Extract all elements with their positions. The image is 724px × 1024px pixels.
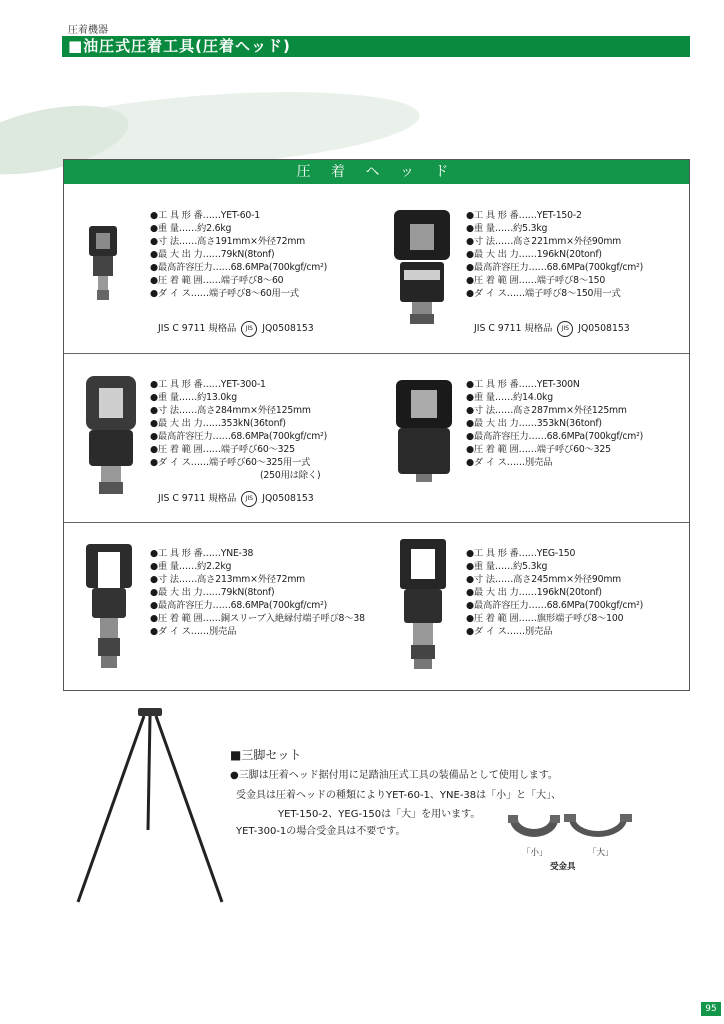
spec-row: ●圧 着 範 囲……端子呼び8〜60 [150, 275, 284, 286]
spec-row: ●最高許容圧力……68.6MPa(700kgf/cm²) [150, 262, 328, 273]
yet-300n-image [394, 378, 454, 484]
jis-text: JIS C 9711 規格品 [158, 323, 237, 334]
spec-row: ●ダ イ ス……別売品 [466, 626, 553, 637]
spec-row: (250用は除く) [260, 470, 321, 481]
spec-row: ●工 具 形 番……YEG-150 [466, 548, 576, 559]
spec-row: ●最 大 出 力……353kN(36tonf) [150, 418, 286, 429]
jis-note-yet-300-1 [158, 490, 314, 507]
jis-note-yet-60-1 [158, 320, 314, 337]
spec-row: ●圧 着 範 囲……端子呼び60〜325 [466, 444, 611, 455]
jis-text: JIS C 9711 規格品 [158, 493, 237, 504]
spec-row: ●最高許容圧力……68.6MPa(700kgf/cm²) [466, 262, 644, 273]
spec-row: ●工 具 形 番……YET-300N [466, 379, 580, 390]
receiver-caption: 受金具 [550, 862, 576, 872]
spec-row: ●圧 着 範 囲……端子呼び60〜325 [150, 444, 295, 455]
jis-mark-icon: JIS [241, 321, 257, 337]
spec-row: ●寸 法……高さ287mm×外径125mm [466, 405, 627, 416]
yet-60-1-image [86, 224, 120, 304]
large-receiver-image [564, 806, 632, 848]
spec-row: ●ダ イ ス……端子呼び60〜325用一式 [150, 457, 311, 468]
jis-mark-icon: JIS [557, 321, 573, 337]
spec-row: ●重 量……約14.0kg [466, 392, 553, 403]
jis-text: JIS C 9711 規格品 [474, 323, 553, 334]
jis-mark-icon: JIS [241, 491, 257, 507]
tripod-note-line: YET-150-2、YEG-150は「大」を用います。 [278, 809, 481, 820]
spec-row: ●重 量……約13.0kg [150, 392, 237, 403]
small-receiver-label: 「小」 [522, 848, 548, 858]
spec-row: ●重 量……約5.3kg [466, 223, 548, 234]
spec-row: ●寸 法……高さ245mm×外径90mm [466, 574, 622, 585]
yet-300-1-image [84, 374, 138, 498]
spec-yet-60-1 [150, 209, 327, 300]
spec-row: ●寸 法……高さ284mm×外径125mm [150, 405, 311, 416]
spec-row: ●重 量……約2.2kg [150, 561, 232, 572]
spec-row: ●工 具 形 番……YET-300-1 [150, 379, 266, 390]
category-label: 圧着機器 [68, 25, 108, 36]
spec-row: ●最 大 出 力……196kN(20tonf) [466, 249, 602, 260]
spec-row: ●寸 法……高さ221mm×外径90mm [466, 236, 622, 247]
spec-row: ●工 具 形 番……YET-60-1 [150, 210, 260, 221]
tripod-image [70, 706, 230, 906]
spec-row: ●最 大 出 力……196kN(20tonf) [466, 587, 602, 598]
spec-row: ●工 具 形 番……YET-150-2 [466, 210, 582, 221]
yne-38-image [84, 542, 134, 670]
spec-row: ●ダ イ ス……端子呼び8〜60用一式 [150, 288, 299, 299]
spec-yet-300n [466, 378, 643, 469]
yet-150-2-image [392, 208, 452, 326]
jis-code: JQ0508153 [578, 323, 630, 334]
spec-row: ●重 量……約5.3kg [466, 561, 548, 572]
tripod-note-line: YET-300-1の場合受金具は不要です。 [236, 826, 406, 837]
small-receiver-image [508, 811, 560, 845]
spec-yet-150-2 [466, 209, 643, 300]
spec-row: ●最 大 出 力……79kN(8tonf) [150, 587, 275, 598]
tripod-note-line: 受金具は圧着ヘッドの種類によりYET-60-1、YNE-38は「小」と「大」、 [236, 790, 562, 801]
spec-row: ●寸 法……高さ213mm×外径72mm [150, 574, 306, 585]
spec-row: ●最高許容圧力……68.6MPa(700kgf/cm²) [466, 600, 644, 611]
spec-row: ●圧 着 範 囲……銅スリーブ入絶縁付端子呼び8〜38 [150, 613, 365, 624]
spec-row: ●寸 法……高さ191mm×外径72mm [150, 236, 306, 247]
spec-row: ●最高許容圧力……68.6MPa(700kgf/cm²) [150, 431, 328, 442]
spec-row: ●最 大 出 力……353kN(36tonf) [466, 418, 602, 429]
yeg-150-image [398, 537, 448, 671]
jis-note-yet-150-2 [474, 320, 630, 337]
page-title: ■油圧式圧着工具(圧着ヘッド) [62, 36, 690, 57]
spec-row: ●ダ イ ス……別売品 [466, 457, 553, 468]
page-number: 95 [701, 1002, 721, 1016]
tripod-note-line: ●三脚は圧着ヘッド据付用に足踏油圧式工具の装備品として使用します。 [230, 770, 558, 781]
spec-row: ●ダ イ ス……別売品 [150, 626, 237, 637]
spec-row: ●最 大 出 力……79kN(8tonf) [150, 249, 275, 260]
large-receiver-label: 「大」 [588, 848, 614, 858]
spec-yet-300-1 [150, 378, 327, 482]
spec-row: ●重 量……約2.6kg [150, 223, 232, 234]
jis-code: JQ0508153 [262, 493, 314, 504]
spec-row: ●最高許容圧力……68.6MPa(700kgf/cm²) [466, 431, 644, 442]
spec-row: ●最高許容圧力……68.6MPa(700kgf/cm²) [150, 600, 328, 611]
spec-row: ●圧 着 範 囲……旗形端子呼び8〜100 [466, 613, 624, 624]
spec-row: ●ダ イ ス……端子呼び8〜150用一式 [466, 288, 621, 299]
spec-row: ●工 具 形 番……YNE-38 [150, 548, 254, 559]
panel-heading: 圧 着 ヘ ッ ド [64, 160, 689, 184]
jis-code: JQ0508153 [262, 323, 314, 334]
row-divider [64, 522, 689, 523]
spec-row: ●圧 着 範 囲……端子呼び8〜150 [466, 275, 606, 286]
row-divider [64, 353, 689, 354]
tripod-heading: ■三脚セット [230, 748, 302, 762]
spec-yne-38 [150, 547, 365, 638]
spec-yeg-150 [466, 547, 643, 638]
